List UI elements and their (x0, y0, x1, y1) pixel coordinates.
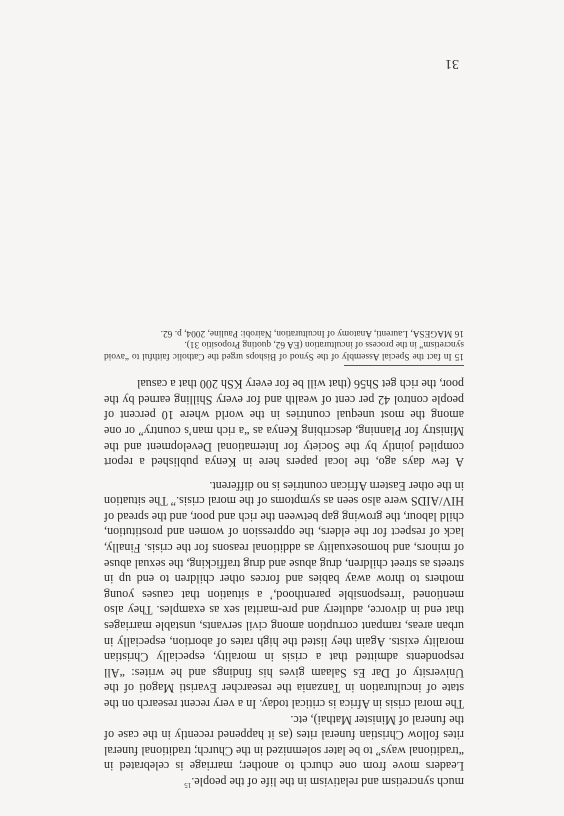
footnote-16: 16 MAGESA, Laurenti, Anatomy of Inculturation, Nairobi: Pauline, 2004, p. 62. (160, 327, 464, 338)
paragraph-3-text: The moral crisis in Africa is critical today. In a very recent research on the state of inculturation in Tanzania the researcher Evaristi Magoti of the University of Dar Es Salaam gives his findings and he writes: “All respondents admitted that a crisis in morality, especially Christian morality exists. Again they listed the high rates of abortion, especially in urban areas, rampant corruption among civil servants, unstable marriages that end in divorce, adultery and pre-marital sex as examples. They also mentioned ‘irresponsible parenthood,’ a situation that causes young mothers to throw away babies and forces other children to end up in streets as street children, drug abuse and drug trafficking, the sexual abuse of minors, and homosexuality as additional reasons for the crisis. Finally, lack of respect for the elders, the oppression of women and prostitution, child labour, the growing gap between the rich and poor, and the spread of HIV/AIDS were also seen as symptoms of the moral crisis.” The situation in the other Eastern African countries is no different. (104, 478, 464, 712)
paragraph-1 (104, 773, 464, 789)
paragraph-3 (104, 477, 464, 711)
page-number: 31 (445, 56, 459, 71)
footnote-rule (344, 365, 464, 366)
paragraph-4: A few days ago, the local papers here in Kenya published a report compiled jointly by the Society for International Development and the Ministry for Planning, describing Kenya as “a rich man’s country” or one among the most unequal countries in the world where 10 percent of people control 42 per cent of wealth and for every Shilling earned by the poor, the rich get Sh56 (that will be for every KSh 200 that a casual (104, 377, 464, 470)
paragraph-1-text: much syncretism and relativism in the life of the people. (191, 775, 464, 789)
footnote-mark-15: 15 (184, 781, 192, 790)
footnote-15: 15 In fact the Special Assembly of the Synod of Bishops urged the Catholic faithful to “avoid syncretism” in the process of inculturation (EA 62, quoting Propositio 31). (104, 339, 464, 361)
text-block (104, 326, 464, 789)
paragraph-2: Leaders move from one church to another; marriage is celebrated in “traditional ways” to be later solemnized in the Church; traditional funeral rites follow Christian funeral rites (as it happened recently in the case of the funeral of Minister Mathai), etc. (103, 712, 464, 774)
